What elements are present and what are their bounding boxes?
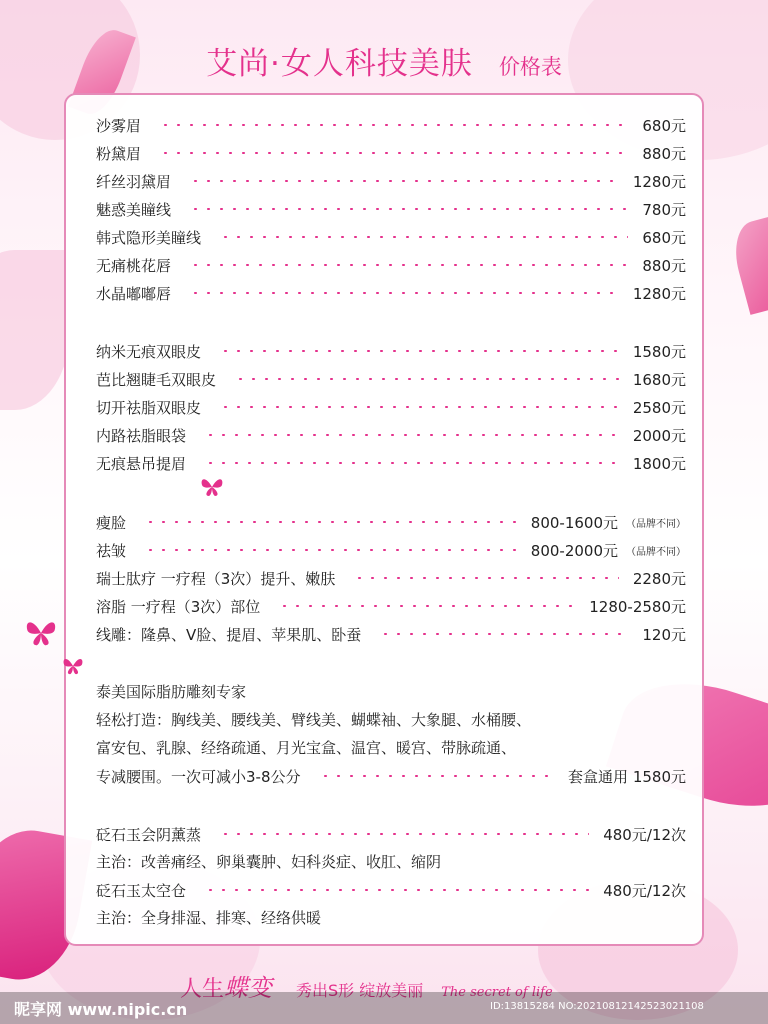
item-name: 魅惑美瞳线 <box>96 200 172 219</box>
price-row <box>96 762 686 790</box>
price-row <box>96 139 686 167</box>
watermark-logo: 昵享网 www.nipic.cn <box>14 1000 188 1019</box>
dot-leader <box>189 264 628 266</box>
description-line: 轻松打造：胸线美、腰线美、臂线美、蝴蝶袖、大象腿、水桶腰、 <box>96 711 532 729</box>
price-row <box>96 449 686 477</box>
item-name: 无痛桃花唇 <box>96 256 172 275</box>
butterfly-icon <box>200 476 224 503</box>
description-line: 富安包、乳腺、经络疏通、月光宝盒、温宫、暖宫、带脉疏通、 <box>96 739 517 757</box>
price-row <box>96 337 686 365</box>
dot-leader <box>234 378 619 380</box>
price-row <box>96 421 686 449</box>
item-name: 祛皱 <box>96 541 127 560</box>
title-main: 艾尚·女人科技美肤 <box>206 46 473 82</box>
item-price: 2000元 <box>632 426 686 445</box>
dot-leader <box>278 605 575 607</box>
item-name: 内路祛脂眼袋 <box>96 426 187 445</box>
price-row <box>96 365 686 393</box>
butterfly-icon <box>62 656 84 681</box>
dot-leader <box>219 236 628 238</box>
price-row <box>96 279 686 307</box>
item-note: （品牌不同） <box>626 518 686 530</box>
item-price: 1280元 <box>632 172 686 191</box>
item-name: 切开祛脂双眼皮 <box>96 398 202 417</box>
description-line: 主治：全身排湿、排寒、经络供暖 <box>96 909 322 927</box>
item-name: 溶脂 一疗程（3次）部位 <box>96 597 261 616</box>
item-price: 780元 <box>642 200 686 219</box>
item-price: 680元 <box>642 228 686 247</box>
dot-leader <box>219 350 619 352</box>
item-price: 1280元 <box>632 284 686 303</box>
item-name: 韩式隐形美瞳线 <box>96 228 202 247</box>
item-price: 1580元 <box>632 342 686 361</box>
footer-slogan-text: 秀出S形 绽放美丽 <box>296 981 424 1000</box>
dot-leader <box>189 180 619 182</box>
item-name: 纤丝羽黛眉 <box>96 172 172 191</box>
price-row <box>96 508 686 536</box>
item-name: 砭石玉太空仓 <box>96 881 187 900</box>
item-price: 2280元 <box>632 569 686 588</box>
item-price: 2580元 <box>632 398 686 417</box>
dot-leader <box>219 833 589 835</box>
price-row <box>96 820 686 848</box>
item-name: 芭比翘睫毛双眼皮 <box>96 370 217 389</box>
dot-leader <box>204 462 619 464</box>
item-name: 专减腰围。一次可减小3-8公分 <box>96 767 301 786</box>
price-row <box>96 111 686 139</box>
item-price: 800-1600元 <box>530 513 618 532</box>
item-price: 480元/12次 <box>603 825 686 844</box>
item-price: 1800元 <box>632 454 686 473</box>
item-name: 砭石玉会阴薰蒸 <box>96 825 202 844</box>
price-row <box>96 223 686 251</box>
item-name: 线雕：隆鼻、V脸、提眉、苹果肌、卧蚕 <box>96 625 362 644</box>
price-row <box>96 592 686 620</box>
item-name: 沙雾眉 <box>96 116 142 135</box>
section-heading: 泰美国际脂肪雕刻专家 <box>96 683 247 701</box>
price-row <box>96 620 686 648</box>
dot-leader <box>219 406 619 408</box>
dot-leader <box>189 292 619 294</box>
footer-text: 人生 <box>180 977 225 1002</box>
price-row <box>96 251 686 279</box>
item-price: 880元 <box>642 256 686 275</box>
price-row <box>96 876 686 904</box>
price-row <box>96 536 686 564</box>
footer-text: 蝶变 <box>224 974 273 1002</box>
dot-leader <box>319 775 555 777</box>
item-name: 粉黛眉 <box>96 144 142 163</box>
dot-leader <box>144 521 517 523</box>
item-name: 水晶嘟嘟唇 <box>96 284 172 303</box>
item-price: 1680元 <box>632 370 686 389</box>
dot-leader <box>379 633 628 635</box>
butterfly-icon <box>24 618 58 653</box>
item-price: 880元 <box>642 144 686 163</box>
item-price: 680元 <box>642 116 686 135</box>
description-line: 主治：改善痛经、卵巢囊肿、妇科炎症、收肛、缩阴 <box>96 853 442 871</box>
item-price: 套盒通用 1580元 <box>568 767 686 786</box>
dot-leader <box>204 889 589 891</box>
dot-leader <box>353 577 618 579</box>
watermark-info: ID:13815284 NO:20210812142523021108 <box>490 1001 704 1012</box>
item-name: 瘦脸 <box>96 513 127 532</box>
item-name: 瑞士肽疗 一疗程（3次）提升、嫩肤 <box>96 569 336 588</box>
price-row <box>96 167 686 195</box>
price-row <box>96 393 686 421</box>
dot-leader <box>159 124 628 126</box>
dot-leader <box>144 549 517 551</box>
dot-leader <box>204 434 619 436</box>
item-price: 1280-2580元 <box>589 597 686 616</box>
footer-english: The secret of life <box>441 985 553 1000</box>
item-price: 800-2000元 <box>530 541 618 560</box>
dot-leader <box>159 152 628 154</box>
price-row <box>96 564 686 592</box>
item-price: 120元 <box>642 625 686 644</box>
price-row <box>96 195 686 223</box>
dot-leader <box>189 208 628 210</box>
price-card <box>64 93 704 946</box>
petal-decoration <box>0 250 70 410</box>
item-name: 纳米无痕双眼皮 <box>96 342 202 361</box>
item-name: 无痕悬吊提眉 <box>96 454 187 473</box>
title-subtitle: 价格表 <box>498 55 562 79</box>
item-note: （品牌不同） <box>626 546 686 558</box>
item-price: 480元/12次 <box>603 881 686 900</box>
page-title <box>0 38 768 83</box>
petal-decoration <box>727 215 768 315</box>
